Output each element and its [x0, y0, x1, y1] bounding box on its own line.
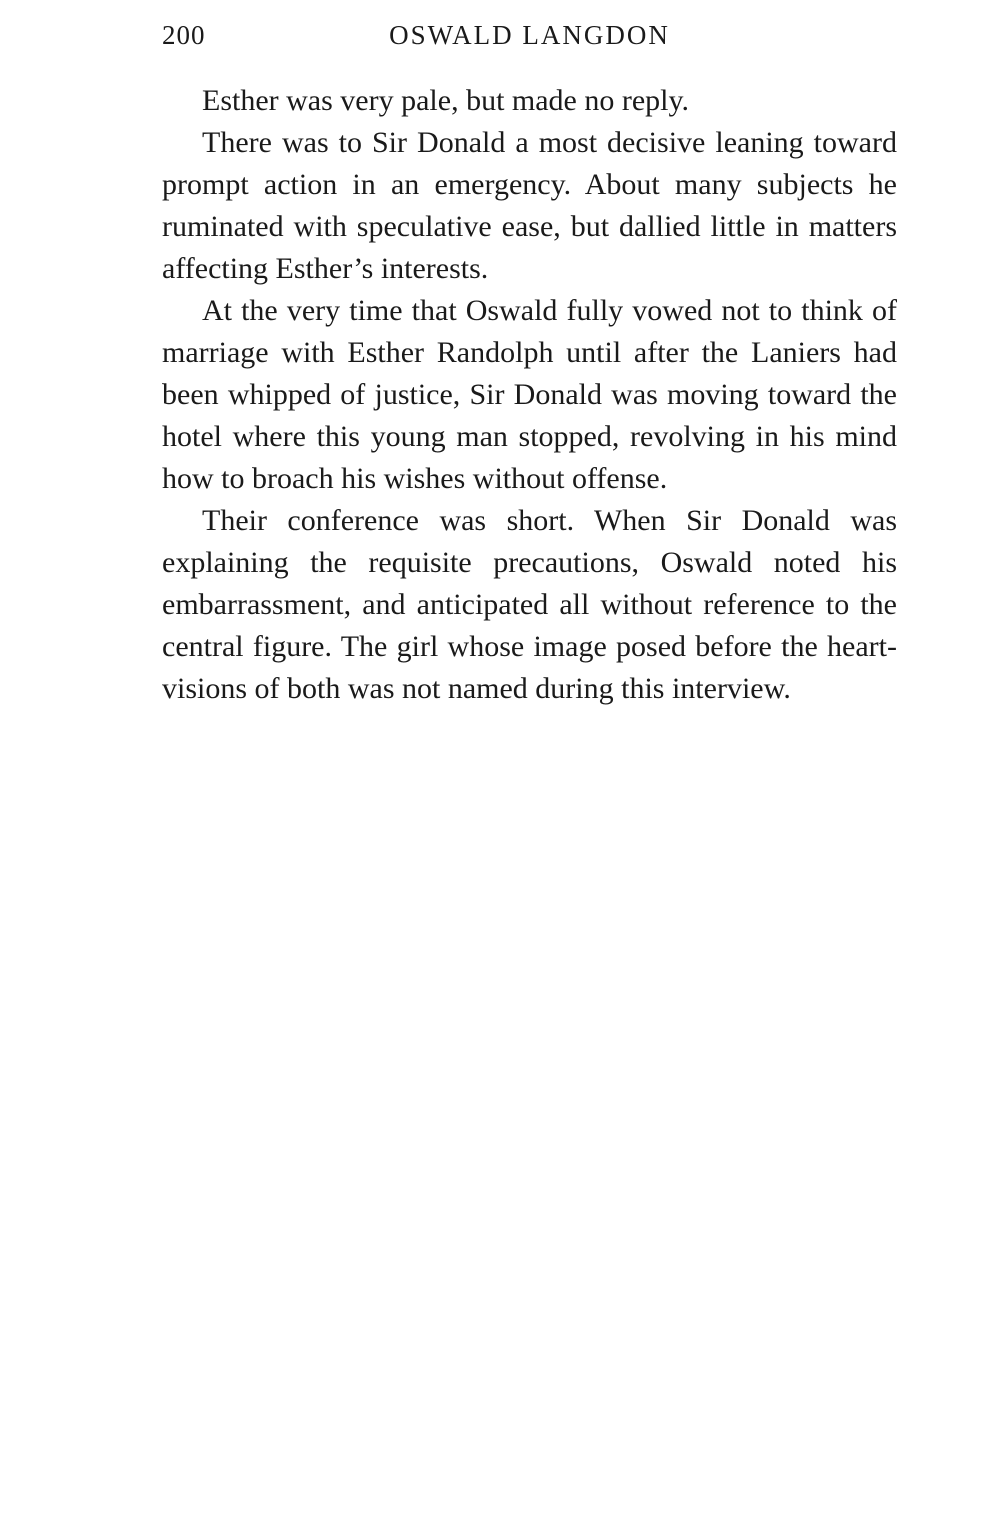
- paragraph: Esther was very pale, but made no reply.: [202, 84, 690, 117]
- running-head-title: OSWALD LANGDON: [389, 20, 670, 50]
- paragraph: Their conference was short. When Sir Donald was explaining the requisite precautions, Oswald noted his embarrassment, and anticipated all without reference to the central figure. The girl whose image posed before the heart-visions of both was not named during this interview.: [162, 504, 897, 705]
- paragraph: At the very time that Oswald fully vowed not to think of marriage with Esther Randolph until after the Laniers had been whipped of justice, Sir Donald was moving toward the hotel where this young man stopped, revolving in his mind how to broach his wishes without offense.: [162, 294, 897, 495]
- body-text: [162, 80, 897, 710]
- running-head: [162, 20, 897, 60]
- page-number: 200: [162, 20, 206, 50]
- paragraph: There was to Sir Donald a most decisive leaning toward prompt action in an emergency. About many subjects he ruminated with speculative ease, but dallied little in matters affecting Esther’s interests.: [162, 126, 897, 285]
